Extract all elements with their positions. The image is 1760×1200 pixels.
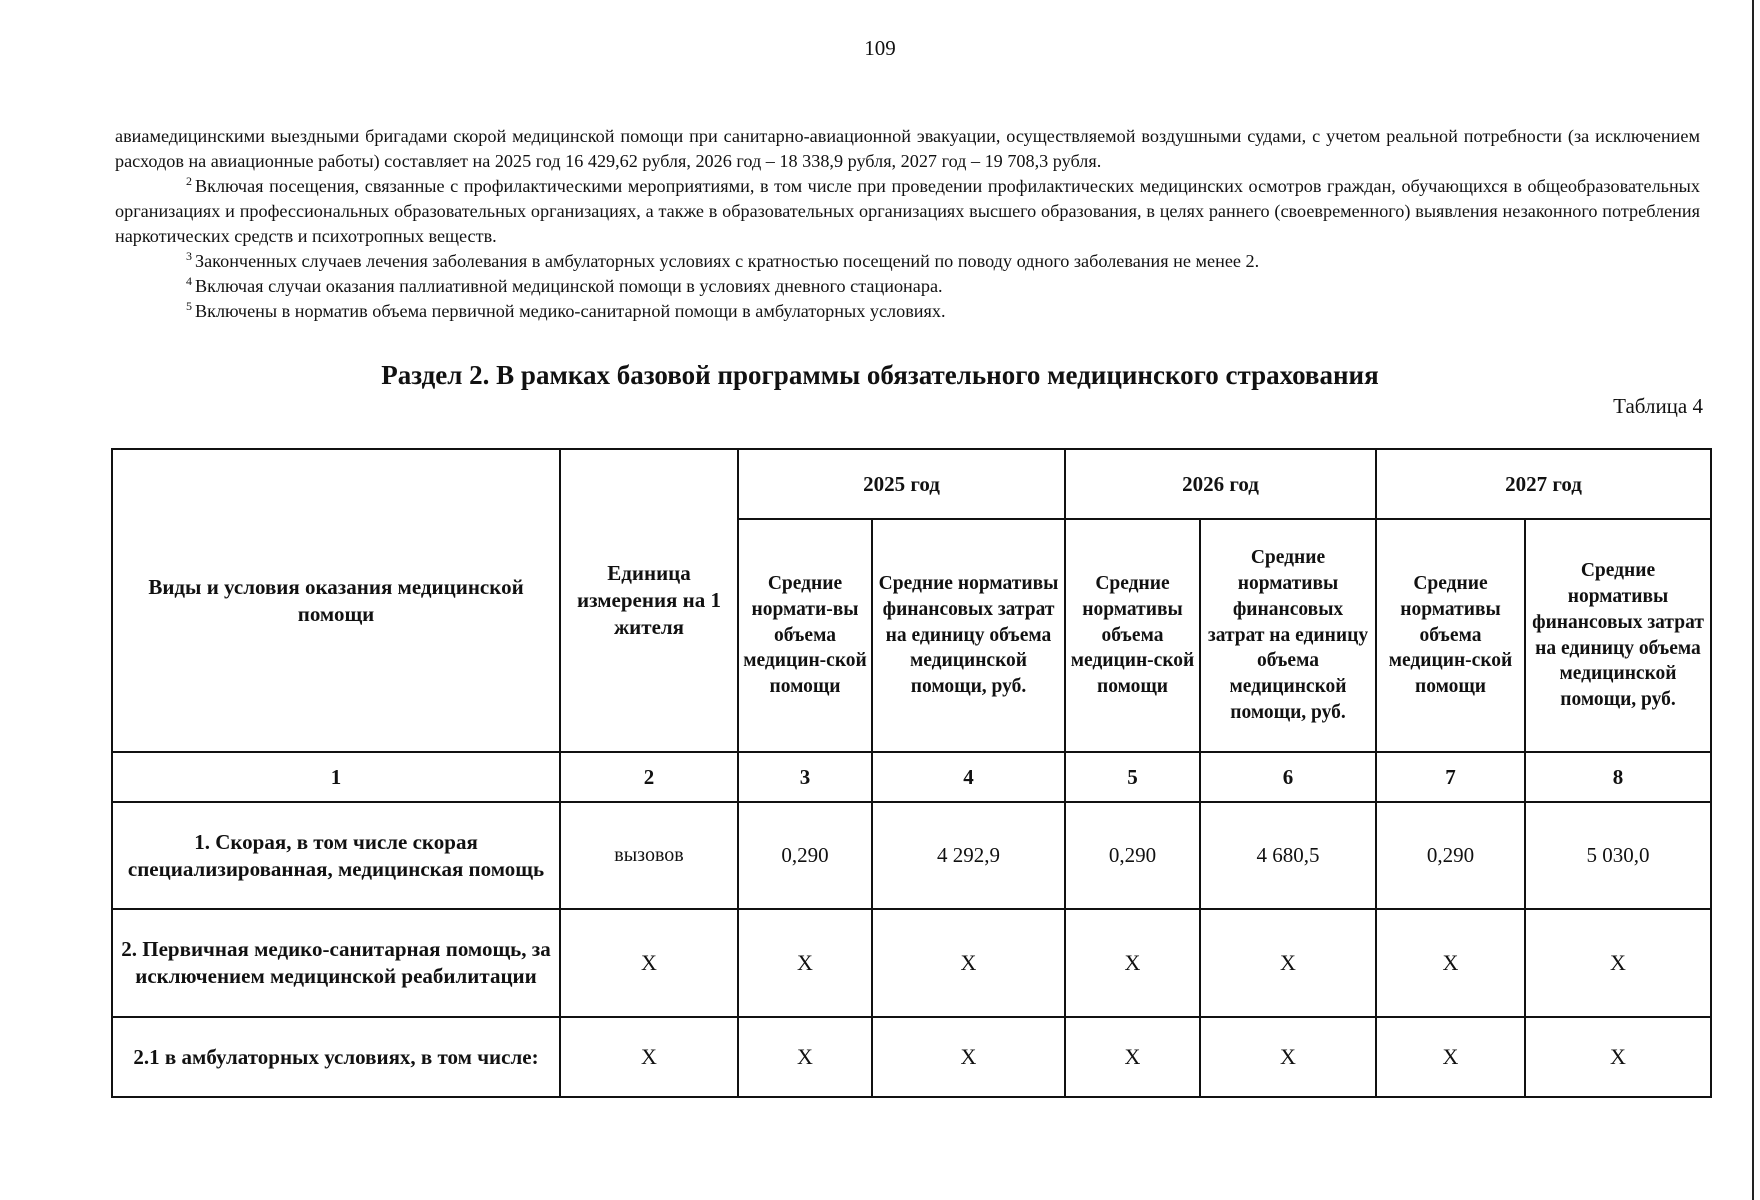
row-volume-2025: X — [738, 909, 872, 1017]
row-cost-2027: 5 030,0 — [1525, 802, 1711, 909]
header-volume-2027: Средние нормативы объема медицин-ской помощи — [1376, 519, 1525, 752]
column-number: 3 — [738, 752, 872, 802]
row-kind: 2.1 в амбулаторных условиях, в том числе: — [112, 1017, 560, 1097]
row-unit: вызовов — [560, 802, 738, 909]
row-kind: 2. Первичная медико-санитарная помощь, за исключением медицинской реабилитации — [112, 909, 560, 1017]
row-cost-2026: 4 680,5 — [1200, 802, 1376, 909]
footnotes — [115, 124, 1700, 324]
header-year-2026: 2026 год — [1065, 449, 1376, 519]
footnote-3 — [115, 249, 1700, 274]
column-number: 1 — [112, 752, 560, 802]
row-cost-2027: X — [1525, 909, 1711, 1017]
row-cost-2025: X — [872, 1017, 1065, 1097]
footnote-marker: 4 — [186, 274, 192, 288]
header-cost-2025: Средние нормативы финансовых затрат на единицу объема медицинской помощи, руб. — [872, 519, 1065, 752]
header-year-2027: 2027 год — [1376, 449, 1711, 519]
footnote-text: Законченных случаев лечения заболевания в амбулаторных условиях с кратностью посещений по поводу одного заболевания не менее 2. — [195, 251, 1260, 271]
footnote-2 — [115, 174, 1700, 249]
row-cost-2025: 4 292,9 — [872, 802, 1065, 909]
row-volume-2026: X — [1065, 909, 1200, 1017]
row-cost-2025: X — [872, 909, 1065, 1017]
header-volume-2026: Средние нормативы объема медицин-ской помощи — [1065, 519, 1200, 752]
header-year-2025: 2025 год — [738, 449, 1065, 519]
table-row — [112, 802, 1711, 909]
header-cost-2027: Средние нормативы финансовых затрат на единицу объема медицинской помощи, руб. — [1525, 519, 1711, 752]
header-volume-2025: Средние нормати-вы объема медицин-ской помощи — [738, 519, 872, 752]
row-unit: X — [560, 909, 738, 1017]
footnote-marker: 2 — [186, 174, 192, 188]
header-kind: Виды и условия оказания медицинской помощи — [112, 449, 560, 752]
page-number: 109 — [864, 36, 896, 60]
footnote-4 — [115, 274, 1700, 299]
footnote-marker: 5 — [186, 299, 192, 313]
footnote-continuation: авиамедицинскими выездными бригадами скорой медицинской помощи при санитарно-авиационной эвакуации, осуществляемой воздушными судами, с учетом реальной потребности (за исключением расходов на авиационные работы) составляет на 2025 год 16 429,62 рубля, 2026 год – 18 338,9 рубля, 2027 год – 19 708,3 рубля. — [115, 126, 1700, 171]
footnote-text: Включены в норматив объема первичной медико-санитарной помощи в амбулаторных условиях. — [195, 301, 946, 321]
table-label: Таблица 4 — [1613, 394, 1703, 418]
row-cost-2026: X — [1200, 909, 1376, 1017]
section-title: Раздел 2. В рамках базовой программы обязательного медицинского страхования — [381, 360, 1379, 390]
row-cost-2027: X — [1525, 1017, 1711, 1097]
footnote-marker: 3 — [186, 249, 192, 263]
row-volume-2027: X — [1376, 1017, 1525, 1097]
table-row — [112, 909, 1711, 1017]
footnote-text: Включая случаи оказания паллиативной медицинской помощи в условиях дневного стационара. — [195, 276, 943, 296]
column-number: 7 — [1376, 752, 1525, 802]
row-volume-2026: 0,290 — [1065, 802, 1200, 909]
scan-edge-line — [1752, 0, 1754, 1200]
row-volume-2026: X — [1065, 1017, 1200, 1097]
column-number-row — [112, 752, 1711, 802]
row-volume-2025: 0,290 — [738, 802, 872, 909]
column-number: 2 — [560, 752, 738, 802]
row-unit: X — [560, 1017, 738, 1097]
norms-table — [111, 448, 1712, 1098]
table-header-row — [112, 449, 1711, 519]
row-volume-2025: X — [738, 1017, 872, 1097]
row-volume-2027: 0,290 — [1376, 802, 1525, 909]
footnote-text: Включая посещения, связанные с профилактическими мероприятиями, в том числе при проведении профилактических медицинских осмотров граждан, обучающихся в общеобразовательных организациях и профессиональных образовательных организациях, а также в образовательных организациях высшего образования, в целях раннего (своевременного) выявления незаконного потребления наркотических средств и психотропных веществ. — [115, 176, 1700, 246]
table-row — [112, 1017, 1711, 1097]
column-number: 8 — [1525, 752, 1711, 802]
column-number: 5 — [1065, 752, 1200, 802]
header-unit: Единица измерения на 1 жителя — [560, 449, 738, 752]
footnote-5 — [115, 299, 1700, 324]
header-cost-2026: Средние нормативы финансовых затрат на единицу объема медицинской помощи, руб. — [1200, 519, 1376, 752]
row-cost-2026: X — [1200, 1017, 1376, 1097]
row-kind: 1. Скорая, в том числе скорая специализированная, медицинская помощь — [112, 802, 560, 909]
row-volume-2027: X — [1376, 909, 1525, 1017]
column-number: 4 — [872, 752, 1065, 802]
column-number: 6 — [1200, 752, 1376, 802]
